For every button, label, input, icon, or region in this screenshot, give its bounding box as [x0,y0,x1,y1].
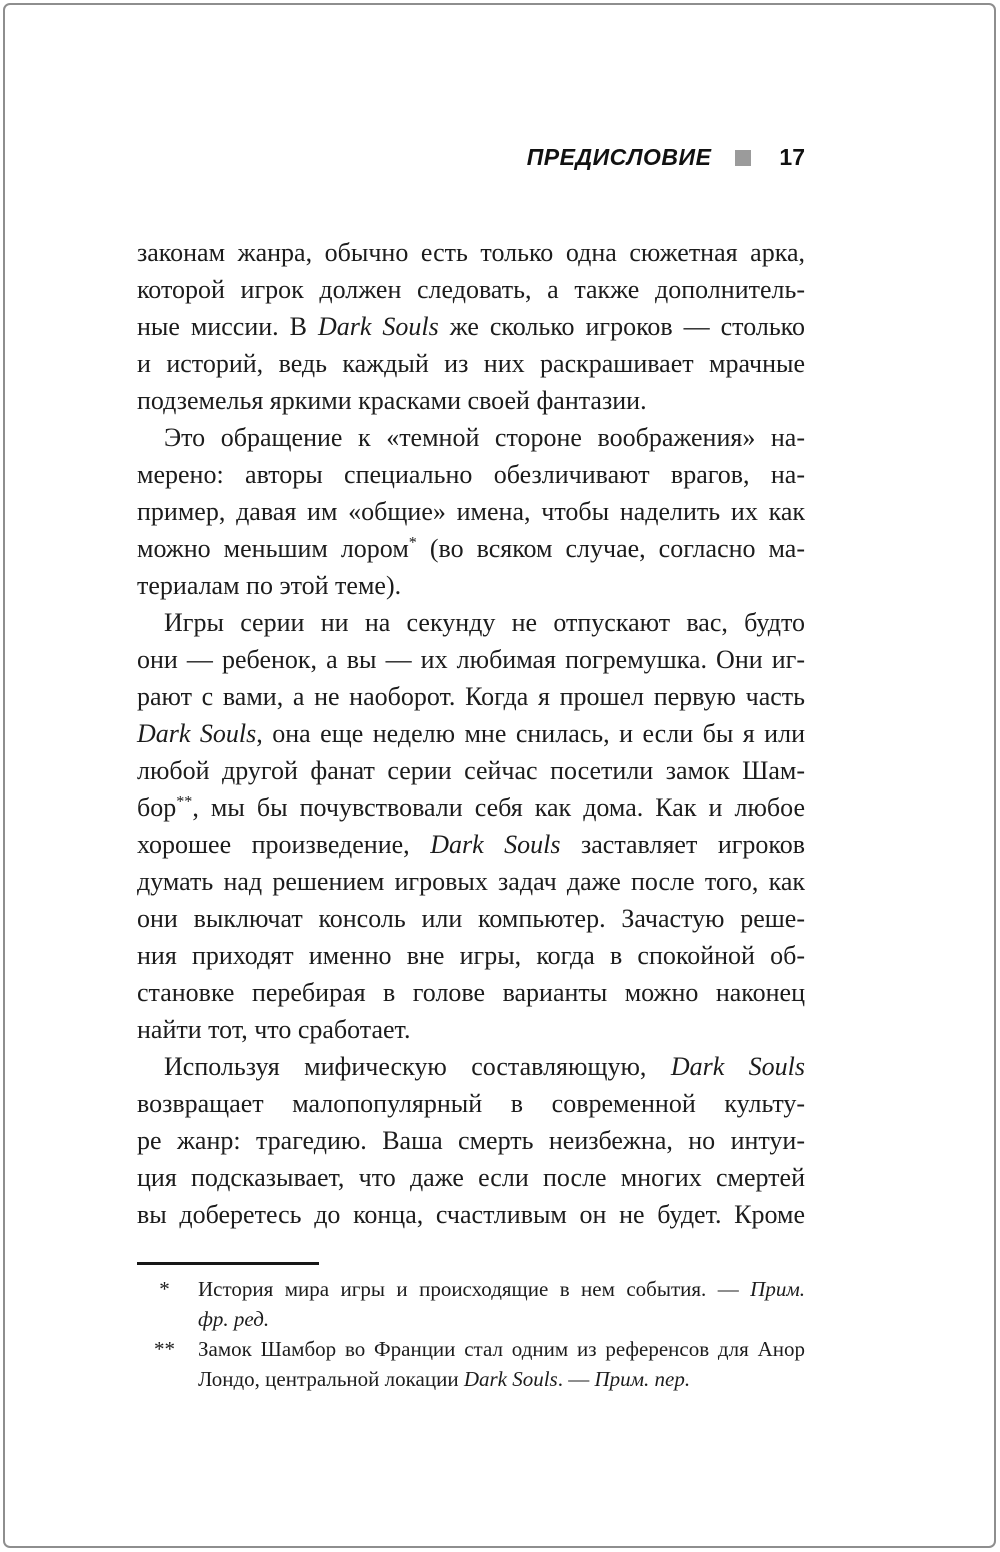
text-line: ные миссии. В Dark Souls же сколько игроков — столько [137,312,805,341]
footnote-marker: * [159,1277,170,1301]
text-line: Замок Шамбор во Франции стал одним из референсов для Анор [198,1337,805,1361]
text-line: ре жанр: трагедию. Ваша смерть неизбежна, но интуи- [137,1126,805,1155]
footnotes [137,1262,805,1394]
footnote-marker: ** [154,1337,175,1361]
paragraph [137,604,805,1048]
text-line: История мира игры и происходящие в нем события. — Прим. [198,1277,805,1301]
text-line: Лондо, центральной локации Dark Souls. — Прим. пер. [198,1367,691,1391]
footnote-text [198,1274,805,1334]
footnote-item [137,1274,805,1334]
text-line: они выключат консоль или компьютер. Зачастую реше- [137,904,805,933]
text-line: становке перебирая в голове варианты можно наконец [137,978,805,1007]
text-line: найти тот, что сработает. [137,1015,411,1044]
text-line: Это обращение к «темной стороне воображения» на- [164,423,805,452]
paragraph [137,419,805,604]
text-line: хорошее произведение, Dark Souls заставляет игроков [137,830,806,859]
body-text [137,234,805,1233]
text-line: можно меньшим лором* (во всяком случае, согласно ма- [137,534,805,563]
footnote-list [137,1274,805,1394]
text-line: законам жанра, обычно есть только одна сюжетная арка, [137,238,805,267]
text-line: подземелья яркими красками своей фантазии. [137,386,647,415]
text-line: которой игрок должен следовать, а также дополнитель- [137,275,805,304]
paragraph [137,234,805,419]
text-line: пример, давая им «общие» имена, чтобы наделить их как [137,497,805,526]
text-line: возвращает малопопулярный в современной культу- [137,1089,805,1118]
text-line: бор**, мы бы почувствовали себя как дома. Как и любое [137,793,805,822]
text-line: и историй, ведь каждый из них раскрашивает мрачные [137,349,805,378]
text-line: думать над решением игровых задач даже после того, как [137,867,805,896]
footnote-text [198,1334,805,1394]
footnote-reference-marker: * [408,534,417,552]
text-line: Dark Souls, она еще неделю мне снилась, и если бы я или [137,719,805,748]
page-number: 17 [779,144,805,170]
footnote-reference-marker: ** [176,793,193,811]
text-line: мерено: авторы специально обезличивают врагов, на- [137,460,805,489]
text-line: ния приходят именно вне игры, когда в спокойной об- [137,941,805,970]
text-line: териалам по этой теме). [137,571,402,600]
text-line: Используя мифическую составляющую, Dark Souls [164,1052,806,1081]
text-line: ция подсказывает, что даже если после многих смертей [137,1163,805,1192]
running-head [137,144,805,171]
text-line: рают с вами, а не наоборот. Когда я прошел первую часть [137,682,805,711]
text-line: вы доберетесь до конца, счастливым он не будет. Кроме [137,1200,805,1229]
text-line: они — ребенок, а вы — их любимая погремушка. Они иг- [137,645,805,674]
text-line: фр. ред. [198,1307,270,1331]
text-line: любой другой фанат серии сейчас посетили замок Шам- [137,756,805,785]
footnote-item [137,1334,805,1394]
chapter-title: ПРЕДИСЛОВИЕ [526,144,712,170]
text-line: Игры серии ни на секунду не отпускают вас, будто [164,608,805,637]
section-square-icon [735,150,751,166]
footnote-rule [137,1262,319,1265]
paragraph [137,1048,805,1233]
